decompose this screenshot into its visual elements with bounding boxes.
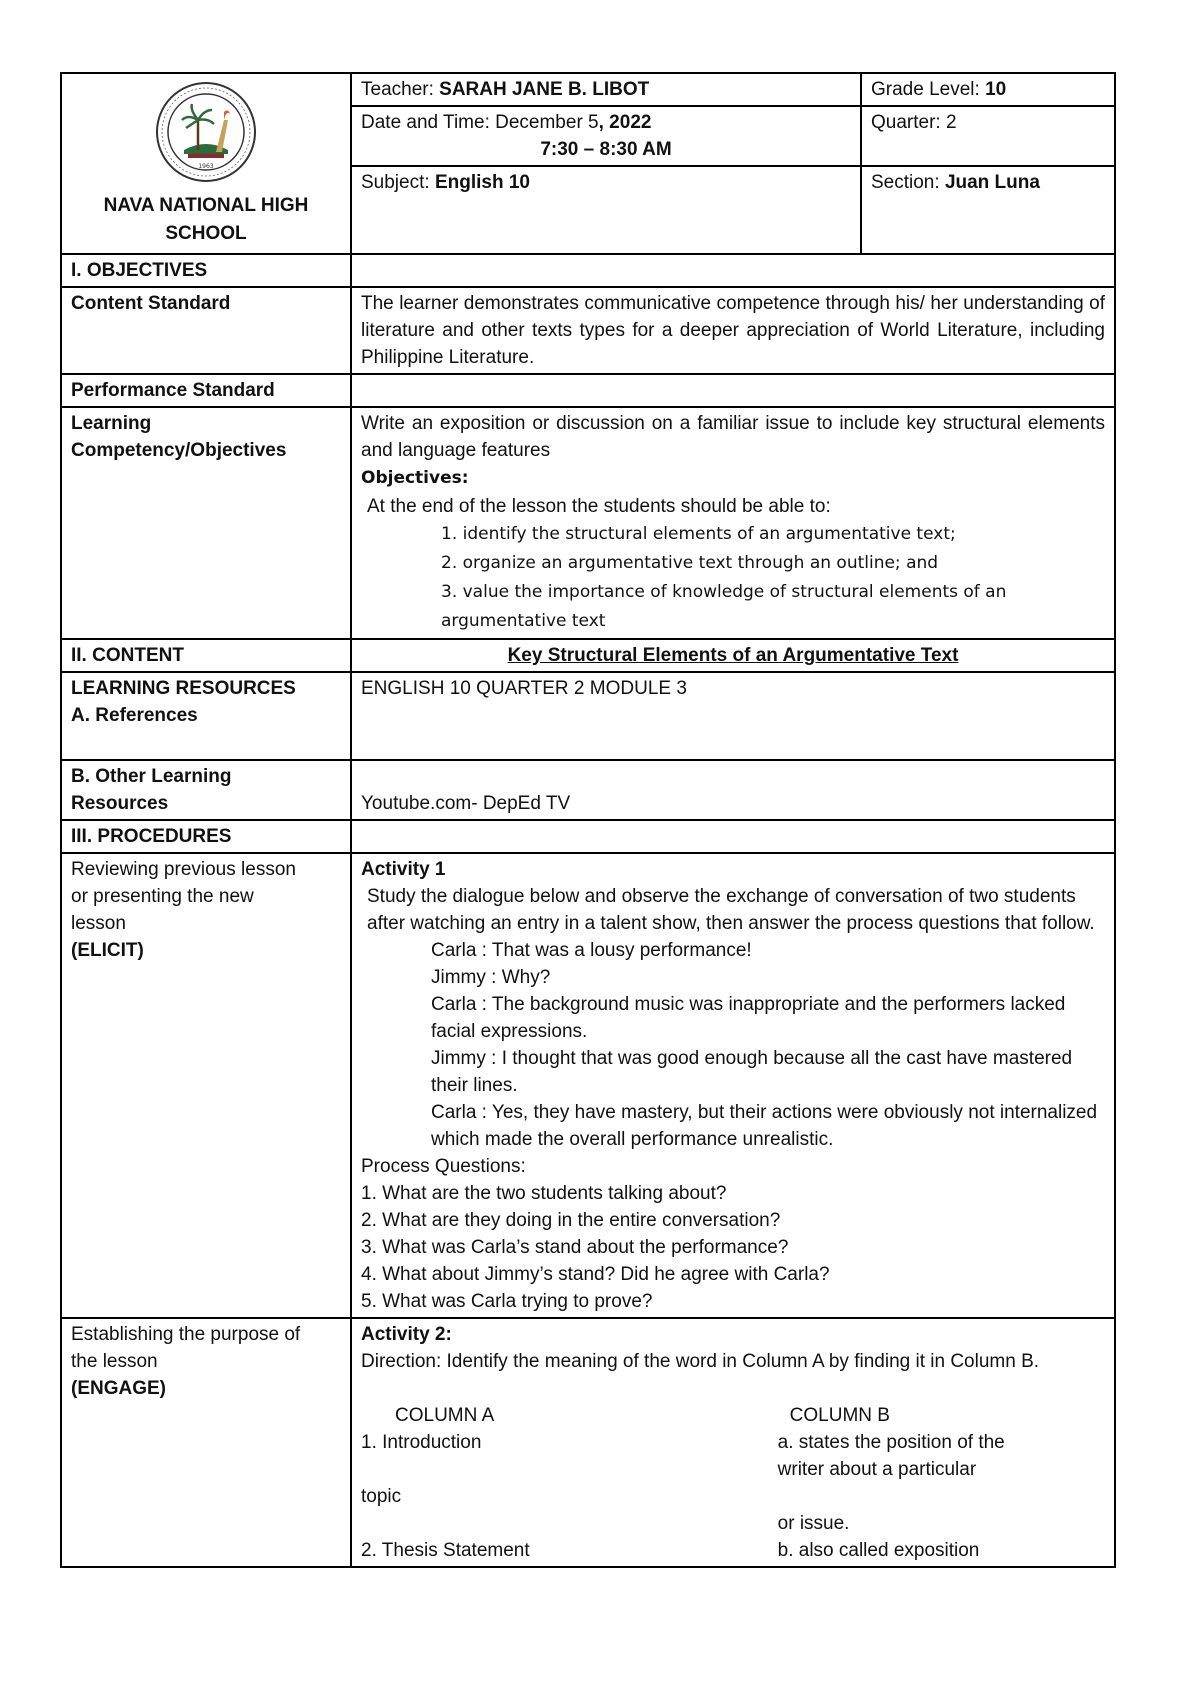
elicit-tag: (ELICIT) <box>71 940 144 961</box>
objective-item: 1. identify the structural elements of an argumentative text; <box>441 524 956 544</box>
learning-competency-label-line2: Competency/Objectives <box>71 440 287 461</box>
learning-resources-label: LEARNING RESOURCES <box>71 678 296 699</box>
column-a-item: 1. Introduction <box>361 1432 482 1453</box>
column-b-item-cont: topic <box>361 1486 402 1507</box>
column-b-item-cont: writer about a particular <box>777 1459 977 1480</box>
school-cell <box>61 73 351 254</box>
column-b-item: a. states the position of the <box>777 1432 1005 1453</box>
other-resources-label-line1: B. Other Learning <box>71 766 232 787</box>
dialogue-line: Carla : Yes, they have mastery, but their actions were obviously not internalized which made the overall performance unrealistic. <box>431 1102 1098 1150</box>
objectives-heading-blank <box>351 254 1115 287</box>
engage-label-line: the lesson <box>71 1351 158 1372</box>
elicit-label-line: or presenting the new <box>71 886 254 907</box>
performance-standard-blank <box>351 374 1115 407</box>
svg-text:1963: 1963 <box>198 163 214 170</box>
match-row <box>361 1429 1105 1456</box>
objectives-intro: At the end of the lesson the students should be able to: <box>367 496 831 517</box>
procedures-heading: III. PROCEDURES <box>61 820 351 853</box>
school-seal-icon <box>154 80 258 184</box>
section-value: Juan Luna <box>944 172 1040 193</box>
engage-label-line: Establishing the purpose of <box>71 1324 301 1345</box>
column-b-item: b. also called exposition <box>777 1540 980 1561</box>
elicit-label-line: Reviewing previous lesson <box>71 859 296 880</box>
process-question: 2. What are they doing in the entire conversation? <box>361 1210 781 1231</box>
activity-2-direction: Direction: Identify the meaning of the word in Column A by finding it in Column B. <box>361 1351 1040 1372</box>
match-row <box>361 1537 1105 1564</box>
elicit-content-cell <box>351 853 1115 1318</box>
time-value: 7:30 – 8:30 AM <box>540 139 672 160</box>
subject-label: Subject: <box>361 172 435 193</box>
process-questions-label: Process Questions: <box>361 1156 526 1177</box>
column-a-item: 2. Thesis Statement <box>361 1540 530 1561</box>
match-row-cont <box>361 1456 1105 1483</box>
subject-value: English 10 <box>434 172 530 193</box>
date-label: Date and Time: December 5 <box>361 112 599 133</box>
content-title: Key Structural Elements of an Argumentative Text <box>351 639 1115 672</box>
references-value: ENGLISH 10 QUARTER 2 MODULE 3 <box>351 672 1115 760</box>
activity-1-intro: Study the dialogue below and observe the exchange of conversation of two students after watching an entry in a talent show, then answer the process questions that follow. <box>367 886 1095 934</box>
column-b-header: COLUMN B <box>789 1405 890 1426</box>
match-row-cont <box>361 1510 1105 1537</box>
dialogue-line: Jimmy : Why? <box>431 967 551 988</box>
teacher-cell <box>351 73 861 106</box>
quarter-cell: Quarter: 2 <box>861 106 1115 166</box>
objective-item: 3. value the importance of knowledge of structural elements of an argumentative text <box>441 582 1007 631</box>
elicit-label-cell <box>61 853 351 1318</box>
process-question: 4. What about Jimmy’s stand? Did he agree with Carla? <box>361 1264 830 1285</box>
column-b-item-cont: or issue. <box>777 1513 850 1534</box>
engage-label-cell <box>61 1318 351 1567</box>
objectives-heading: I. OBJECTIVES <box>61 254 351 287</box>
learning-competency-text: Write an exposition or discussion on a familiar issue to include key structural elements and language features <box>361 413 1105 461</box>
content-standard-label: Content Standard <box>61 287 351 374</box>
content-standard-text: The learner demonstrates communicative competence through his/ her understanding of literature and other texts types for a deeper appreciation of World Literature, including Philippine Literature. <box>351 287 1115 374</box>
objectives-label: Objectives: <box>361 468 469 488</box>
activity-1-title: Activity 1 <box>361 859 446 880</box>
references-label: A. References <box>71 705 198 726</box>
resources-label <box>61 672 351 760</box>
process-question: 3. What was Carla’s stand about the performance? <box>361 1237 789 1258</box>
grade-label: Grade Level: <box>871 79 986 100</box>
lesson-plan <box>60 72 1114 1568</box>
subject-cell <box>351 166 861 254</box>
grade-cell <box>861 73 1115 106</box>
dialogue-line: Carla : The background music was inappropriate and the performers lacked facial expressions. <box>431 994 1066 1042</box>
dialogue-line: Carla : That was a lousy performance! <box>431 940 752 961</box>
learning-competency-label-line1: Learning <box>71 413 152 434</box>
content-heading: II. CONTENT <box>61 639 351 672</box>
column-a-header: COLUMN A <box>395 1405 495 1426</box>
activity-2-title: Activity 2: <box>361 1324 452 1345</box>
grade-value: 10 <box>985 79 1007 100</box>
other-resources-label-line2: Resources <box>71 793 169 814</box>
process-question: 5. What was Carla trying to prove? <box>361 1291 653 1312</box>
other-resources-label <box>61 760 351 820</box>
engage-content-cell <box>351 1318 1115 1567</box>
learning-competency-cell <box>351 407 1115 639</box>
section-cell <box>861 166 1115 254</box>
school-name: NAVA NATIONAL HIGH SCHOOL <box>103 195 309 244</box>
learning-competency-label <box>61 407 351 639</box>
engage-tag: (ENGAGE) <box>71 1378 166 1399</box>
lesson-plan-table <box>60 72 1116 1568</box>
teacher-label: Teacher: <box>361 79 440 100</box>
date-cell <box>351 106 861 166</box>
column-headers <box>361 1402 1105 1429</box>
other-resources-value: Youtube.com- DepEd TV <box>351 760 1115 820</box>
objective-item: 2. organize an argumentative text through an outline; and <box>441 553 939 573</box>
section-label: Section: <box>871 172 945 193</box>
procedures-heading-blank <box>351 820 1115 853</box>
elicit-label-line: lesson <box>71 913 126 934</box>
date-year: , 2022 <box>598 112 652 133</box>
process-question: 1. What are the two students talking about? <box>361 1183 727 1204</box>
performance-standard-label: Performance Standard <box>61 374 351 407</box>
dialogue-line: Jimmy : I thought that was good enough because all the cast have mastered their lines. <box>431 1048 1073 1096</box>
teacher-name: SARAH JANE B. LIBOT <box>439 79 650 100</box>
